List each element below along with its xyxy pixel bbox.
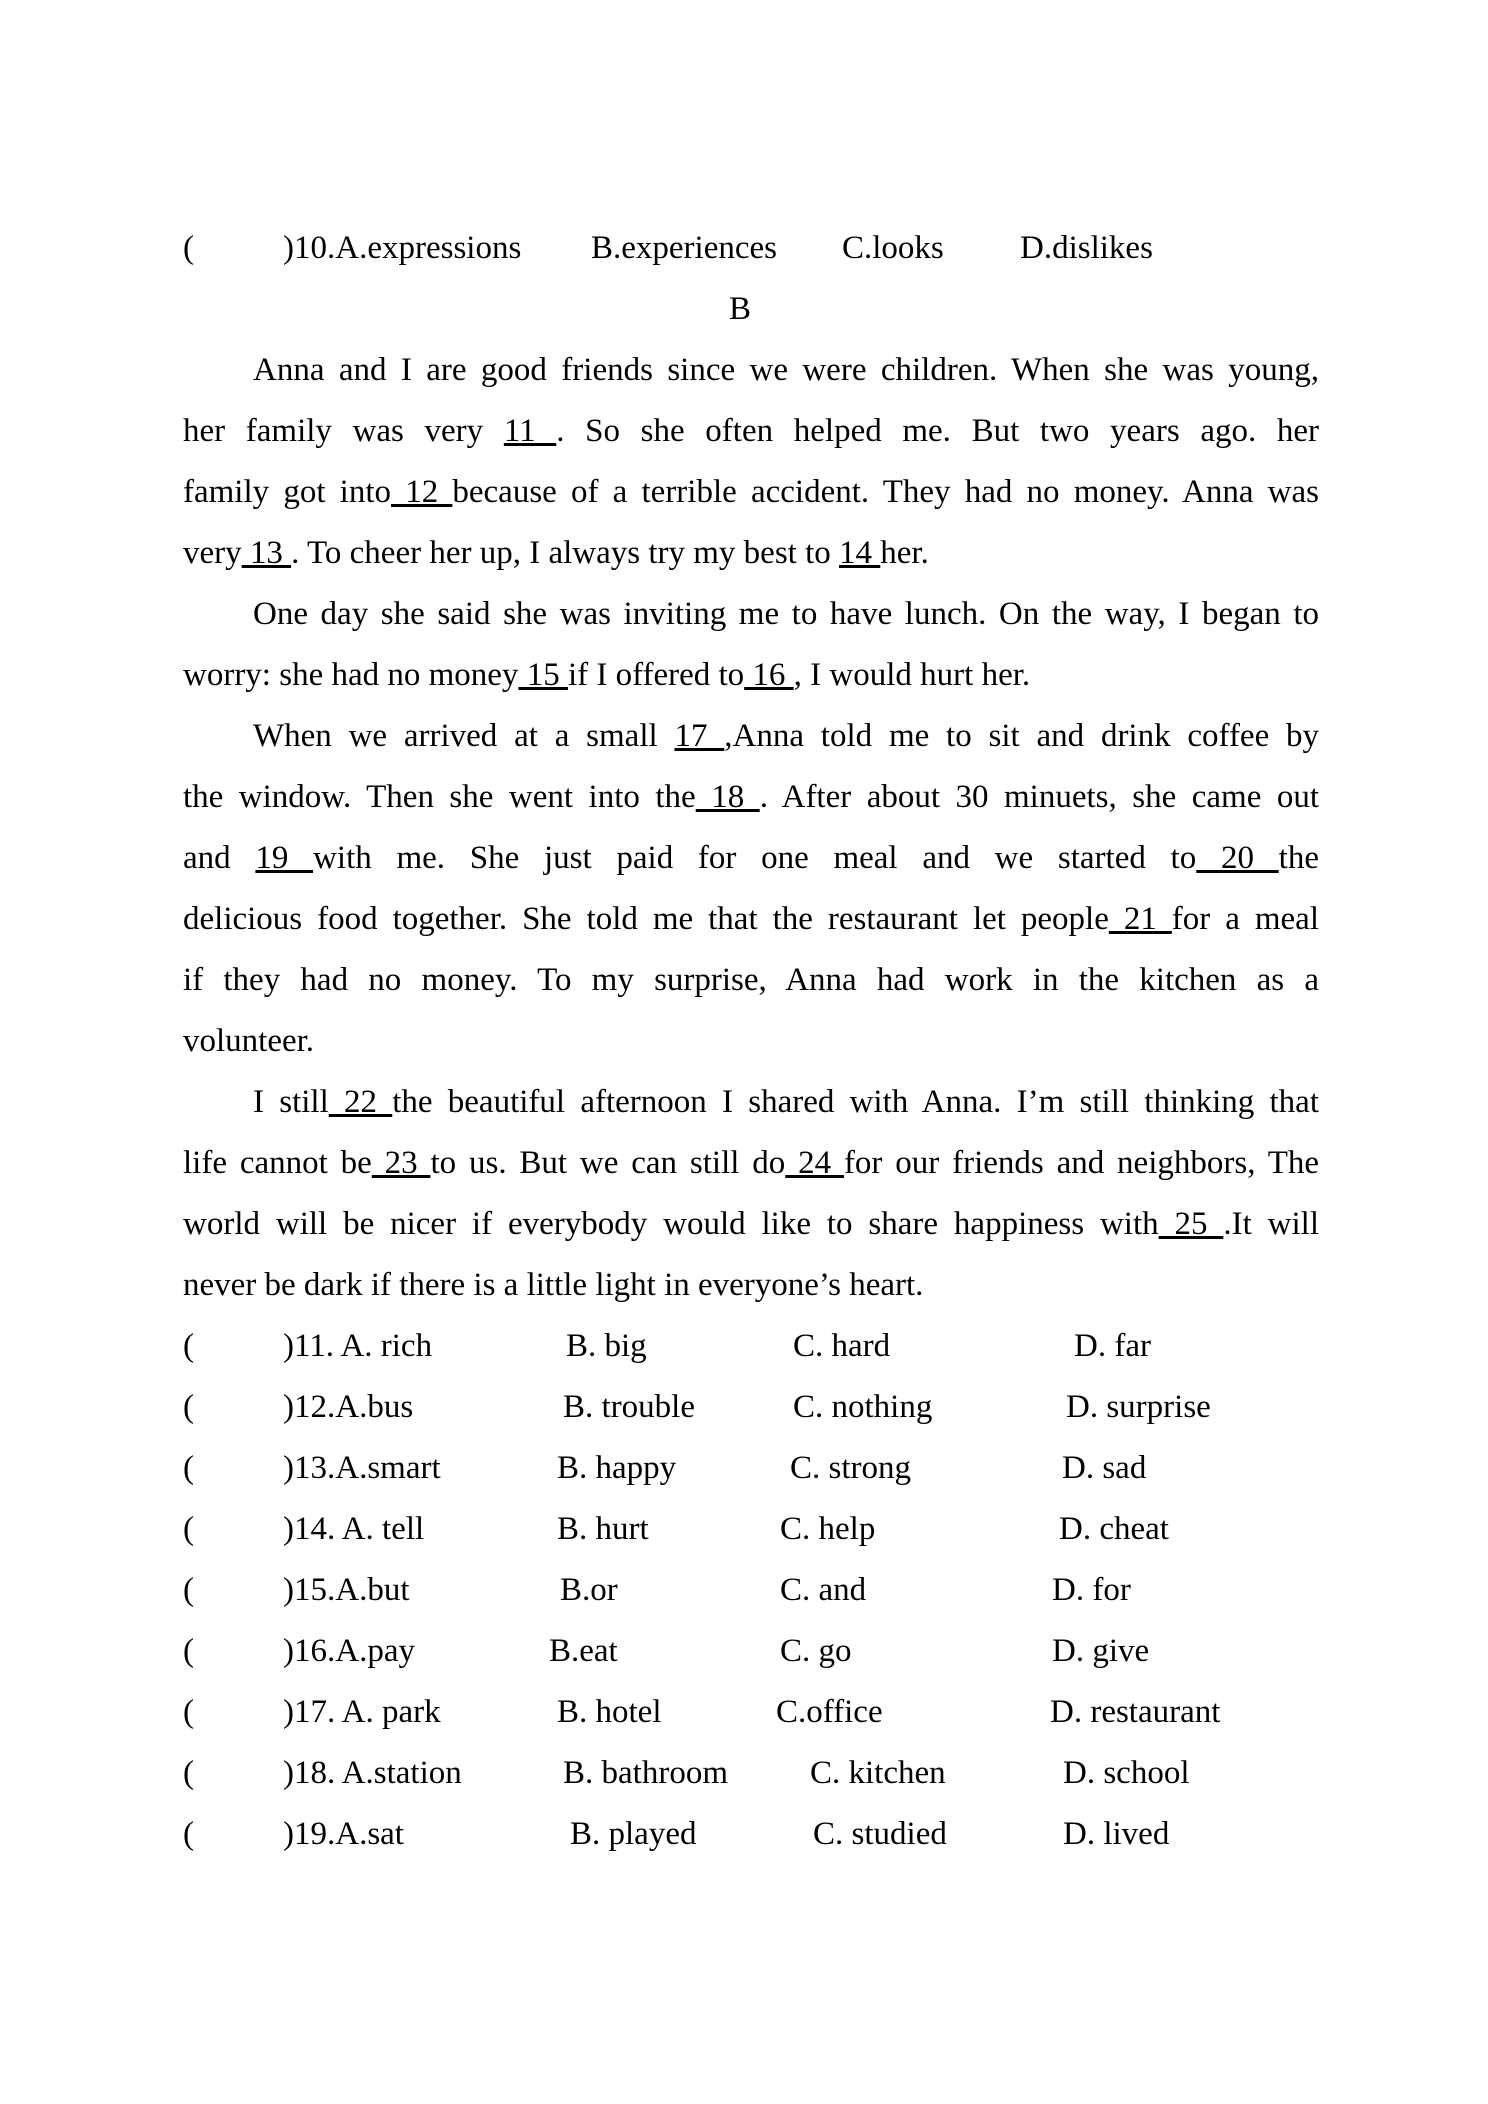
option-c: C.looks <box>842 230 944 266</box>
option-a: )14. A. tell <box>283 1511 425 1547</box>
option-d: D.dislikes <box>1020 230 1153 266</box>
blank-20: 20 <box>1196 840 1279 876</box>
answer-paren: ( <box>183 230 194 266</box>
option-b: B. happy <box>557 1450 677 1486</box>
passage-line: very 13 . To cheer her up, I always try my best to 14 her. <box>183 535 929 571</box>
passage-line: worry: she had no money 15 if I offered to 16 , I would hurt her. <box>183 657 1031 693</box>
option-c: C. nothing <box>793 1389 933 1425</box>
option-a: )18. A.station <box>283 1755 462 1791</box>
blank-16: 16 <box>744 657 794 693</box>
blank-11: 11 <box>503 413 557 449</box>
option-d: D. cheat <box>1059 1511 1169 1547</box>
answer-paren: ( <box>183 1633 194 1669</box>
passage-line: if they had no money. To my surprise, Anna had work in the kitchen as a <box>183 962 1319 998</box>
option-b: B. hurt <box>557 1511 649 1547</box>
option-c: C. hard <box>793 1328 891 1364</box>
passage-line: the window. Then she went into the 18 . After about 30 minuets, she came out <box>183 779 1319 815</box>
option-a: )10.A.expressions <box>283 230 522 266</box>
option-b: B. big <box>566 1328 647 1364</box>
option-b: B. hotel <box>557 1694 662 1730</box>
passage-line: world will be nicer if everybody would like to share happiness with 25 .It will <box>183 1206 1319 1242</box>
option-a: )17. A. park <box>283 1694 441 1730</box>
passage-line: and 19 with me. She just paid for one meal and we started to 20 the <box>183 840 1319 876</box>
answer-paren: ( <box>183 1694 194 1730</box>
option-b: B. played <box>570 1816 697 1852</box>
blank-23: 23 <box>371 1145 431 1181</box>
passage-line: her family was very 11 . So she often helped me. But two years ago. her <box>183 413 1319 449</box>
option-a: )13.A.smart <box>283 1450 441 1486</box>
blank-13: 13 <box>241 535 292 571</box>
passage-line: When we arrived at a small 17 ,Anna told me to sit and drink coffee by <box>253 718 1320 754</box>
option-a: )12.A.bus <box>283 1389 414 1425</box>
blank-12: 12 <box>391 474 453 510</box>
option-a: )16.A.pay <box>283 1633 415 1669</box>
option-d: D. school <box>1063 1755 1190 1791</box>
answer-paren: ( <box>183 1572 194 1608</box>
option-b: B.eat <box>549 1633 618 1669</box>
answer-paren: ( <box>183 1816 194 1852</box>
passage-line: never be dark if there is a little light in everyone’s heart. <box>183 1267 924 1303</box>
option-c: C. strong <box>790 1450 912 1486</box>
option-a: )11. A. rich <box>283 1328 433 1364</box>
option-b: B. trouble <box>563 1389 695 1425</box>
option-d: D. restaurant <box>1050 1694 1221 1730</box>
answer-paren: ( <box>183 1389 194 1425</box>
option-c: C. help <box>780 1511 876 1547</box>
answer-paren: ( <box>183 1328 194 1364</box>
passage-line: volunteer. <box>183 1023 315 1059</box>
option-c: C. go <box>780 1633 852 1669</box>
option-d: D. for <box>1052 1572 1131 1608</box>
blank-19: 19 <box>255 840 314 876</box>
option-a: )19.A.sat <box>283 1816 404 1852</box>
blank-14: 14 <box>839 535 881 571</box>
option-d: D. give <box>1052 1633 1150 1669</box>
option-b: B.experiences <box>591 230 777 266</box>
option-c: C. kitchen <box>810 1755 946 1791</box>
option-b: B. bathroom <box>563 1755 728 1791</box>
blank-22: 22 <box>328 1084 393 1120</box>
blank-18: 18 <box>695 779 760 815</box>
option-c: C. and <box>780 1572 867 1608</box>
passage-line: One day she said she was inviting me to have lunch. On the way, I began to <box>253 596 1319 632</box>
option-b: B.or <box>560 1572 618 1608</box>
option-d: D. surprise <box>1066 1389 1211 1425</box>
blank-15: 15 <box>518 657 568 693</box>
passage-line: family got into 12 because of a terrible accident. They had no money. Anna was <box>183 474 1319 510</box>
answer-paren: ( <box>183 1450 194 1486</box>
section-heading: B <box>728 291 751 327</box>
blank-17: 17 <box>674 718 725 754</box>
option-d: D. lived <box>1063 1816 1170 1852</box>
passage-line: Anna and I are good friends since we were children. When she was young, <box>253 352 1319 388</box>
option-c: C. studied <box>813 1816 947 1852</box>
blank-24: 24 <box>785 1145 844 1181</box>
blank-21: 21 <box>1108 901 1172 937</box>
option-d: D. far <box>1074 1328 1151 1364</box>
passage-line: life cannot be 23 to us. But we can still do 24 for our friends and neighbors, The <box>183 1145 1320 1181</box>
blank-25: 25 <box>1158 1206 1224 1242</box>
answer-paren: ( <box>183 1755 194 1791</box>
option-d: D. sad <box>1062 1450 1147 1486</box>
answer-paren: ( <box>183 1511 194 1547</box>
passage-line: delicious food together. She told me that the restaurant let people 21 for a meal <box>183 901 1319 937</box>
passage-line: I still 22 the beautiful afternoon I shared with Anna. I’m still thinking that <box>253 1084 1320 1120</box>
option-c: C.office <box>776 1694 883 1730</box>
option-a: )15.A.but <box>283 1572 410 1608</box>
